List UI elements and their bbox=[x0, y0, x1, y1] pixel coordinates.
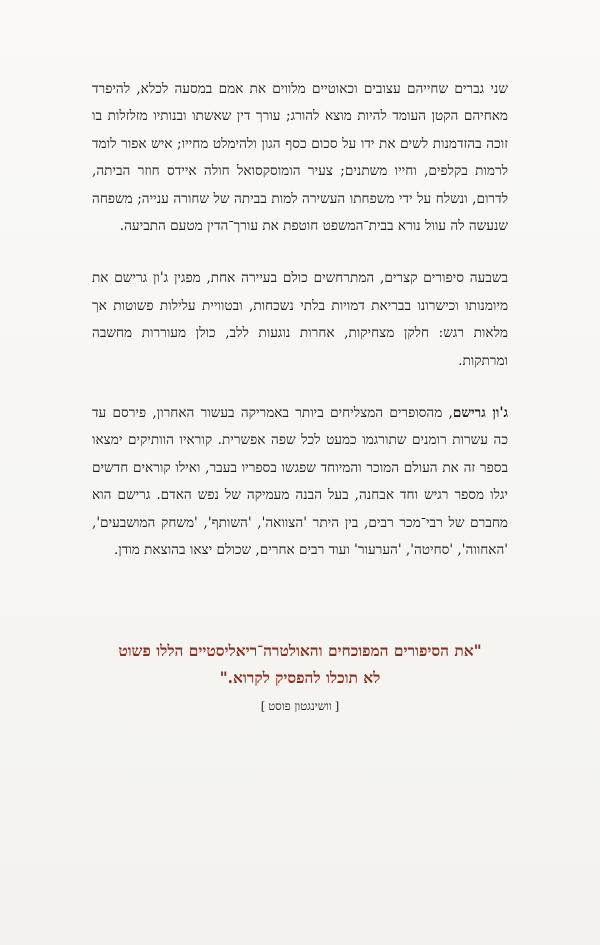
author-bio-text: , מהסופרים המצליחים ביותר באמריקה בעשור האחרון, פירסם עד כה עשרות רומנים שתורגמו כמעט לכל שפה אפשרית. קוראיו הוותיקים ימצאו בספר זה את העולם המוכר והמיוחד שפגשו בספריו בעבר, ואילו קוראים חדשים יגלו מספר רגיש וחד אבחנה, בעל הבנה מעמיקה של נפש האדם. גרישם הוא מחברם של רבי־מכר רבים, בין היתר 'הצוואה', 'השותף', 'משחק המושבעים', 'האחווה', 'סחיטה', 'הערעור' ועוד רבים אחרים, שכולם יצאו בהוצאת מודן. bbox=[92, 405, 508, 559]
blurb-text bbox=[92, 76, 508, 565]
quote-source-name: וושינגטון פוסט bbox=[268, 699, 332, 713]
source-bracket-open: [ bbox=[334, 699, 340, 713]
source-bracket-close: ] bbox=[260, 699, 266, 713]
blurb-paragraph-author-bio bbox=[92, 400, 508, 564]
quote-source bbox=[258, 698, 343, 714]
blurb-paragraph-summary: בשבעה סיפורים קצרים, המתרחשים כולם בעיירה אחת, מפגין ג'ון גרישם את מיומנותו וכישרונו בבריאת דמויות בלתי נשכחות, ובטוויית עלילות פשוטות אך מלאות רגש: חלקן מצחיקות, אחרות נוגעות ללב, כולן מעוררות מחשבה ומרתקות. bbox=[92, 270, 508, 369]
press-quote bbox=[80, 638, 520, 719]
press-quote-line-2: לא תוכלו להפסיק לקרוא." bbox=[219, 669, 381, 687]
author-name: ג'ון גרישם bbox=[452, 405, 508, 422]
blurb-paragraph-synopsis: שני גברים שחייהם עצובים וכאוטיים מלווים את אמם במסעה לכלא, להיפרד מאחיהם הקטן העומד להיות מוצא להורג; עורך דין שאשתו ובנותיו מזלזלות בו זוכה בהזדמנות לשים את ידו על סכום כסף הגון ולהימלט מחייו; איש אפור לומד לרמות בקלפים, וחייו משתנים; צעיר הומוסקסואל חולה איידס חוזר הביתה, לדרום, ונשלח על ידי משפחתו העשירה למות בביתה של שחורה ענייה; משפחה שנעשה לה עוול נורא בבית־המשפט חוטפת את עורך־הדין מטעם התביעה. bbox=[92, 81, 508, 235]
press-quote-line-1: "את הסיפורים המפוכחים והאולטרה־ריאליסטיים הללו פשוט bbox=[118, 642, 482, 660]
